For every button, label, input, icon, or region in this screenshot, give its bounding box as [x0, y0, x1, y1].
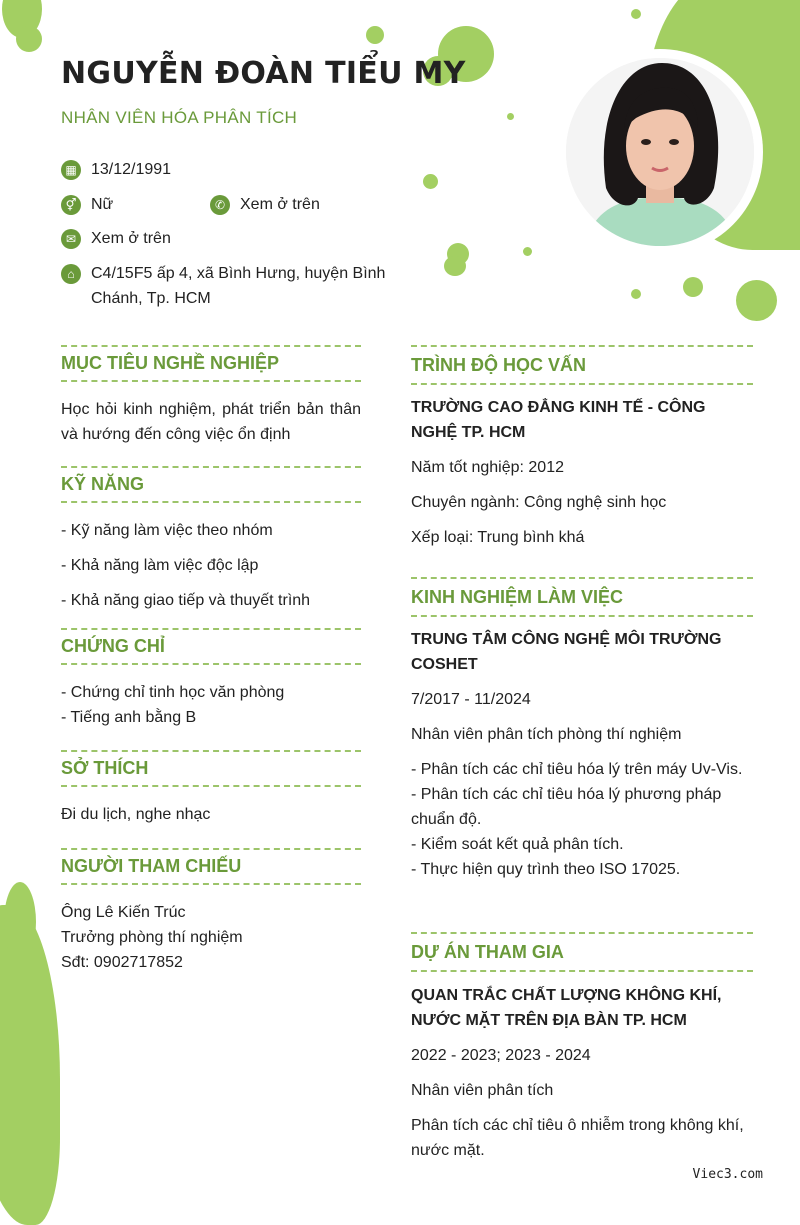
project-description: Phân tích các chỉ tiêu ô nhiễm trong không khí, nước mặt. [411, 1117, 744, 1159]
contact-birthdate [61, 160, 171, 182]
contact-phone [210, 195, 320, 217]
deco-circle [736, 280, 777, 321]
list-item: - Thực hiện quy trình theo ISO 17025. [411, 861, 681, 878]
references-heading: NGƯỜI THAM CHIẾU [61, 848, 361, 885]
graduation-year: Năm tốt nghiệp: 2012 [411, 459, 564, 476]
reference-title: Trưởng phòng thí nghiệm [61, 929, 243, 946]
deco-circle [444, 256, 466, 276]
list-item: - Kỹ năng làm việc theo nhóm [61, 522, 273, 539]
list-item: - Khả năng làm việc độc lập [61, 557, 259, 574]
contact-address [61, 264, 406, 311]
contact-email [61, 229, 171, 251]
home-icon: ⌂ [61, 264, 81, 284]
email-value: Xem ở trên [91, 230, 171, 247]
school-name: TRƯỜNG CAO ĐẲNG KINH TẾ - CÔNG NGHỆ TP. HCM [411, 399, 706, 441]
company-name: TRUNG TÂM CÔNG NGHỆ MÔI TRƯỜNG COSHET [411, 631, 722, 673]
reference-phone: Sđt: 0902717852 [61, 954, 183, 971]
projects-heading: DỰ ÁN THAM GIA [411, 932, 753, 972]
references-list [61, 900, 361, 975]
objective-heading: MỤC TIÊU NGHỀ NGHIỆP [61, 345, 361, 382]
candidate-name: NGUYỄN ĐOÀN TIỂU MY [61, 56, 466, 91]
list-item: - Khả năng giao tiếp và thuyết trình [61, 592, 311, 609]
gender-icon: ⚥ [61, 195, 81, 215]
work-period: 7/2017 - 11/2024 [411, 691, 531, 708]
phone-icon: ✆ [210, 195, 230, 215]
reference-name: Ông Lê Kiến Trúc [61, 904, 186, 921]
experience-block [411, 627, 753, 882]
education-block [411, 395, 753, 560]
certificates-heading: CHỨNG CHỈ [61, 628, 361, 665]
work-position: Nhân viên phân tích phòng thí nghiệm [411, 726, 682, 743]
list-item: - Phân tích các chỉ tiêu hóa lý phương pháp chuẩn độ. [411, 786, 722, 828]
objective-text: Học hỏi kinh nghiệm, phát triển bản thân và hướng đến công việc ổn định [61, 401, 361, 443]
project-period: 2022 - 2023; 2023 - 2024 [411, 1047, 591, 1064]
list-item: - Tiếng anh bằng B [61, 709, 197, 726]
birthdate-value: 13/12/1991 [91, 161, 172, 178]
deco-circle [507, 113, 514, 120]
contact-gender [61, 195, 113, 217]
skills-heading: KỸ NĂNG [61, 466, 361, 503]
list-item: - Chứng chỉ tinh học văn phòng [61, 684, 285, 701]
list-item: - Phân tích các chỉ tiêu hóa lý trên máy Uv-Vis. [411, 761, 743, 778]
hobbies-text: Đi du lịch, nghe nhạc [61, 806, 211, 823]
deco-circle [631, 289, 641, 299]
gender-value: Nữ [91, 196, 114, 213]
hobbies-heading: SỞ THÍCH [61, 750, 361, 787]
skills-list [61, 518, 361, 623]
education-heading: TRÌNH ĐỘ HỌC VẤN [411, 345, 753, 385]
deco-circle [16, 26, 42, 52]
project-name: QUAN TRẮC CHẤT LƯỢNG KHÔNG KHÍ, NƯỚC MẶT TRÊN ĐỊA BÀN TP. HCM [411, 987, 722, 1029]
address-value: C4/15F5 ấp 4, xã Bình Hưng, huyện Bình Chánh, Tp. HCM [91, 265, 386, 307]
deco-circle [423, 174, 438, 189]
experience-heading: KINH NGHIỆM LÀM VIỆC [411, 577, 753, 617]
deco-circle [523, 247, 532, 256]
email-icon: ✉ [61, 229, 81, 249]
job-title: NHÂN VIÊN HÓA PHÂN TÍCH [61, 108, 298, 127]
brand-watermark: Viec3.com [692, 1167, 763, 1182]
deco-circle [366, 26, 384, 44]
profile-photo [566, 58, 754, 246]
grade: Xếp loại: Trung bình khá [411, 529, 585, 546]
portrait-icon [566, 58, 754, 246]
project-role: Nhân viên phân tích [411, 1082, 554, 1099]
deco-circle [683, 277, 703, 297]
deco-blob-left-bottom-top [4, 882, 36, 962]
certificates-list [61, 680, 361, 730]
list-item: - Kiểm soát kết quả phân tích. [411, 836, 624, 853]
projects-block [411, 983, 753, 1163]
major: Chuyên ngành: Công nghệ sinh học [411, 494, 667, 511]
calendar-icon: ▦ [61, 160, 81, 180]
phone-value: Xem ở trên [240, 196, 320, 213]
deco-circle [631, 9, 641, 19]
